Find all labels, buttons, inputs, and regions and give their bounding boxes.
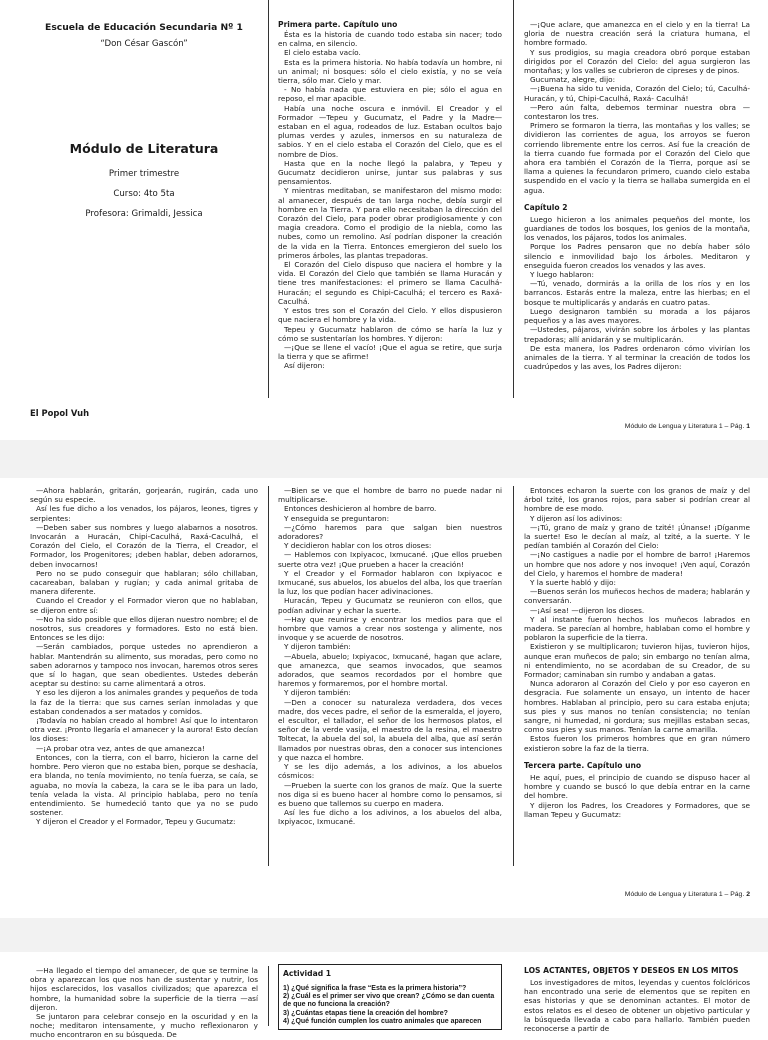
page-footer bbox=[625, 891, 750, 898]
section-heading: Capítulo 2 bbox=[524, 202, 568, 212]
paragraph: Cuando el Creador y el Formador vieron que no hablaban, se dijeron entre sí: bbox=[30, 596, 258, 615]
paragraph: Y decidieron hablar con los otros dioses: bbox=[284, 541, 432, 551]
column-3 bbox=[524, 486, 750, 918]
paragraph: —¡Así sea! —dijeron los dioses. bbox=[530, 605, 645, 615]
column-1 bbox=[30, 486, 258, 918]
column-divider bbox=[268, 0, 269, 398]
column-2 bbox=[278, 20, 502, 440]
section-heading: LOS ACTANTES, OBJETOS Y DESEOS EN LOS MITOS bbox=[524, 966, 739, 975]
question-item: 3) ¿Cuántas etapas tiene la creación del hombre? bbox=[283, 1009, 448, 1017]
paragraph: —¡Tú, grano de maíz y grano de tzité! ¡Únanse! ¡Díganme la suerte! Eso le decían al maíz, al tzité, a la suerte. Y le pedían también al Corazón del Cielo: bbox=[524, 522, 750, 551]
paragraph: Huracán, Tepeu y Gucumatz se reunieron con ellos, que podían adivinar y echar la suerte. bbox=[278, 596, 502, 615]
paragraph: —Ahora hablarán, gritarán, gorjearán, rugirán, cada uno según su especie. bbox=[30, 486, 258, 505]
paragraph: Y luego hablaron: bbox=[530, 270, 594, 280]
paragraph: Se juntaron para celebrar consejo en la oscuridad y en la noche; meditaron intensamente, y mucho reflexionaron y mucho encontraron en su búsqueda. De bbox=[30, 1012, 258, 1040]
paragraph: - No había nada que estuviera en pie; sólo el agua en reposo, el mar apacible. bbox=[278, 85, 502, 104]
paragraph: —Ustedes, pájaros, vivirán sobre los árboles y las plantas trepadoras; allí anidarán y se multiplicarán. bbox=[524, 325, 750, 344]
text-block bbox=[278, 30, 502, 371]
paragraph: —Tú, venado, dormirás a la orilla de los ríos y en los barrancos. Estarás entre la maleza, entre las hierbas; en el bosque te multiplicarás y andarás en cuatro patas. bbox=[524, 279, 750, 307]
section-heading: Tercera parte. Capítulo uno bbox=[524, 760, 642, 770]
paragraph: Y la suerte habló y dijo: bbox=[530, 578, 616, 588]
paragraph: Pero no se pudo conseguir que hablaran; sólo chillaban, cacareaban, balaban y rugían; y cada animal gritaba de manera diferente. bbox=[30, 568, 258, 597]
page-gap bbox=[0, 440, 768, 478]
paragraph: Y sus prodigios, su magia creadora obró porque estaban dirigidos por el Corazón del Cielo: del agua surgieron las montañas; y los valles se cubrieron de cipreses y de pinos. bbox=[524, 47, 750, 76]
question-item: 4) ¿Qué función cumplen los cuatro animales que aparecen bbox=[283, 1017, 482, 1025]
column-divider bbox=[513, 0, 514, 398]
paragraph: Luego hicieron a los animales pequeños del monte, los guardianes de todos los bosques, los genios de la montaña, los venados, los pájaros, todos los animales. bbox=[524, 214, 750, 243]
section-heading: Primera parte. Capítulo uno bbox=[278, 20, 398, 29]
paragraph: Existieron y se multiplicaron; tuvieron hijas, tuvieron hijos, aunque eran muñecos de palo; sin embargo no tenían alma, ni entendimiento, no se acordaban de su Creador, de su Formador; caminaban sin rumbo y andaban a gatas. bbox=[524, 642, 750, 680]
text-block bbox=[278, 486, 502, 827]
paragraph: Y estos tres son el Corazón del Cielo. Y ellos dispusieron que naciera el hombre y la vida. bbox=[278, 306, 502, 325]
paragraph: Y enseguida se preguntaron: bbox=[284, 513, 390, 523]
paragraph: Así les fue dicho a los adivinos, a los abuelos del alba, Ixpiyacoc, Ixmucané. bbox=[278, 808, 502, 827]
paragraph: Porque los Padres pensaron que no debía haber sólo silencio e inmovilidad bajo los árboles. Meditaron y enseguida fueron creados los venados y las aves. bbox=[524, 242, 750, 270]
page-gap bbox=[0, 918, 768, 952]
school-motto: “Don César Gascón” bbox=[100, 39, 188, 49]
paragraph: Gucumatz, alegre, dijo: bbox=[530, 75, 616, 85]
paragraph: Y al instante fueron hechos los muñecos labrados en madera. Se parecían al hombre, hablaban como el hombre y poblaron la superficie de la tierra. bbox=[524, 614, 750, 643]
paragraph: Y dijeron también: bbox=[284, 642, 351, 652]
paragraph: —Prueben la suerte con los granos de maíz. Que la suerte nos diga si es bueno hacer al hombre como lo pensamos, si es bueno que tallemos su cuerpo en madera. bbox=[278, 780, 502, 808]
text-block bbox=[524, 773, 750, 819]
page-2 bbox=[0, 478, 768, 918]
paragraph: Tepeu y Gucumatz hablaron de cómo se haría la luz y cómo se sustentarían los hombres. Y dijeron: bbox=[278, 324, 502, 343]
text-block bbox=[524, 486, 750, 753]
term-label: Primer trimestre bbox=[108, 169, 180, 179]
paragraph: —Abuela, abuelo; Ixpiyacoc, Ixmucané, hagan que aclare, que amanezca, que seamos invocados, que seamos adorados, que seamos recordados por el hombre que haremos y formaremos, por el hombre mortal. bbox=[278, 651, 502, 689]
paragraph: —Den a conocer su naturaleza verdadera, dos veces madre, dos veces padre, el señor de la esmeralda, el joyero, el escultor, el tallador, el señor de los hermosos platos, el señor de la verde vasija, el maestro de la resina, el maestro Toltecat, la abuela del sol, la abuela del alba, que así serán llamados por nuestras obras, den a conocer sus intenciones y que nazca el hombre. bbox=[278, 697, 502, 762]
text-block bbox=[30, 966, 258, 1040]
paragraph: Nunca adoraron al Corazón del Cielo y por eso cayeron en desgracia. Fue solamente un ensayo, un intento de hacer hombres. Hablaban al principio, pero su cara estaba enjuta; sus pies y sus manos no tenían consistencia; no tenían sangre, ni humedad, ni gordura; sus mejillas estaban secas, como sus pies y sus manos. Tenían la carne amarilla. bbox=[524, 679, 750, 735]
question-list bbox=[283, 985, 497, 1026]
cover-column bbox=[30, 0, 258, 440]
paragraph: —Deben saber sus nombres y luego alabarnos a nosotros. Invocarán a Huracán, Chipi-Caculhá, Raxá-Caculhá, el Corazón del Cielo, el Corazón de la Tierra, el Creador, el Formador, los Progenitores; ¡deben hablar, deben adorarnos, deben invocarnos! bbox=[30, 522, 258, 569]
paragraph: —¿Cómo haremos para que salgan bien nuestros adoradores? bbox=[278, 522, 502, 542]
paragraph: Estos fueron los primeros hombres que en gran número existieron sobre la faz de la tierra. bbox=[524, 734, 750, 753]
activity-box bbox=[278, 964, 502, 1030]
paragraph: —No ha sido posible que ellos dijeran nuestro nombre; el de nosotros, sus creadores y formadores. Esto no está bien. Entonces se les dijo: bbox=[30, 614, 258, 643]
paragraph: Y el Creador y el Formador hablaron con Ixpiyacoc e Ixmucané, sus abuelos, los abuelos del alba, los que traerían la luz, los que podían hacer adivinaciones. bbox=[278, 568, 502, 597]
paragraph: —Pero aún falta, debemos terminar nuestra obra —contestaron los tres. bbox=[524, 102, 750, 122]
paragraph: Luego designaron también su morada a los pájaros pequeños y a las aves mayores. bbox=[524, 306, 750, 326]
paragraph: —Buenos serán los muñecos hechos de madera; hablarán y conversarán. bbox=[524, 587, 750, 606]
column-3 bbox=[524, 966, 750, 1034]
teacher-label: Profesora: Grimaldi, Jessica bbox=[85, 209, 203, 219]
paragraph: —Ha llegado el tiempo del amanecer, de que se termine la obra y aparezcan los que nos han de sustentar y nutrir, los hijos esclarecidos, los vasallos civilizados; que aparezca el hombre, la humanidad sobre la superficie de la tierra —así dijeron. bbox=[30, 966, 258, 1012]
paragraph: Así dijeron: bbox=[284, 361, 325, 371]
column-2 bbox=[278, 952, 502, 1024]
paragraph: Había una noche oscura e inmóvil. El Creador y el Formador —Tepeu y Gucumatz, el Padre y la Madre— estaban en el agua, rodeados de luz. Estaban ocultos bajo plumas verdes y azules, inmersos en su naturaleza de sabios. Y en el cielo estaba el Corazón del Cielo, que es el nombre de Dios. bbox=[278, 103, 502, 159]
text-block bbox=[524, 215, 750, 371]
paragraph: Entonces deshicieron al hombre de barro. bbox=[284, 504, 437, 514]
module-title: Módulo de Literatura bbox=[69, 141, 219, 156]
question-item: 2) ¿Cuál es el primer ser vivo que crean? ¿Cómo se dan cuenta de que no funciona la creación? bbox=[283, 993, 495, 1009]
paragraph: He aquí, pues, el principio de cuando se dispuso hacer al hombre y cuando se buscó lo que debía entrar en la carne del hombre. bbox=[524, 772, 750, 801]
paragraph: Y dijeron el Creador y el Formador, Tepeu y Gucumatz: bbox=[36, 817, 236, 827]
paragraph: —¡A probar otra vez, antes de que amanezca! bbox=[36, 743, 205, 753]
paragraph: —Serán cambiados, porque ustedes no aprendieron a hablar. Mantendrán su alimento, sus moradas, pero como no saben adorarnos y tampoco nos invocan, haremos otros seres que sí lo hagan, que sean obedientes. Ustedes deberán aceptar su destino: su carne alimentará a otros. bbox=[30, 642, 258, 689]
paragraph: Ésta es la historia de cuando todo estaba sin nacer; todo en calma, en silencio. bbox=[278, 30, 502, 49]
paragraph: ¡Todavía no habían creado al hombre! Así que lo intentaron otra vez. ¡Pronto llegaría el amanecer y la aurora! Esto decían los dioses: bbox=[30, 716, 258, 744]
column-2 bbox=[278, 486, 502, 918]
paragraph: Esta es la primera historia. No había todavía un hombre, ni un animal; ni bosques: sólo el cielo existía, y no se veía tierra, sólo mar. Cielo y mar. bbox=[278, 57, 502, 86]
paragraph: —¡Buena ha sido tu venida, Corazón del Cielo; tú, Caculhá-Huracán, y tú, Chipi-Caculhá, Raxá- Caculhá! bbox=[524, 84, 750, 103]
page-footer bbox=[625, 423, 750, 430]
question-item: 1) ¿Qué significa la frase “Esta es la primera historia”? bbox=[283, 985, 467, 992]
paragraph: El cielo estaba vacío. bbox=[284, 48, 361, 58]
paragraph: Y mientras meditaban, se manifestaron del mismo modo: al amanecer, después de tan larga noche, debía surgir el hombre en la Tierra. Y para ello necesitaban la dirección del Corazón del Cielo, para poder obrar prodigiosamente y con magia creadora. Como el prodigio de la niebla, como las nubes, como un remolino. Así podrían disponer la creación de la vida en la Tierra. Entonces emergieron del suelo los primeros árboles, las plantas trepadoras. bbox=[278, 186, 502, 260]
course-label: Curso: 4to 5ta bbox=[113, 189, 175, 199]
school-name: Escuela de Educación Secundaria Nº 1 bbox=[45, 22, 243, 33]
paragraph: —¡No castigues a nadie por el hombre de barro! ¡Haremos un hombre que nos adore y nos invoque! ¡Ven aquí, Corazón del Cielo, y haremos el hombre de madera! bbox=[524, 550, 750, 578]
paragraph: Y se les dijo además, a los adivinos, a los abuelos cósmicos: bbox=[278, 762, 502, 781]
column-3 bbox=[524, 20, 750, 440]
paragraph: Y dijeron los Padres, los Creadores y Formadores, que se llaman Tepeu y Gucumatz: bbox=[524, 800, 750, 819]
paragraph: Los investigadores de mitos, leyendas y cuentos folclóricos han encontrado una serie de elementos que se repiten en esas historias y que se denominan actantes. El motor de estos relatos es el deseo de obtener un objetivo particular y la búsqueda llevada a cabo para hallarlo. También pueden reconocerse a partir de bbox=[524, 978, 750, 1034]
page-1 bbox=[0, 0, 768, 440]
paragraph: De esta manera, los Padres ordenaron cómo vivirían los animales de la tierra. Y al terminar la creación de todos los cuadrúpedos y las aves, los Padres dijeron: bbox=[524, 343, 750, 372]
paragraph: Entonces echaron la suerte con los granos de maíz y del árbol tzité, los granos rojos, para saber si podrían crear al hombre de ese modo. bbox=[524, 486, 750, 514]
paragraph: Y eso les dijeron a los animales grandes y pequeños de toda la faz de la tierra: que sus carnes serían inmoladas y que estaban condenados a ser matados y comidos. bbox=[30, 688, 258, 716]
paragraph: —¡Que aclare, que amanezca en el cielo y en la tierra! La gloria de nuestra creación será la criatura humana, el hombre formado. bbox=[524, 20, 750, 48]
footer-label: Módulo de Lengua y Literatura 1 – Pág. bbox=[624, 891, 745, 898]
paragraph: Entonces, con la tierra, con el barro, hicieron la carne del hombre. Pero vieron que no estaba bien, porque se deshacía, era blanda, no tenía movimiento, no tenía fuerza, se caía, se aguaba, no movía la cabeza, la cara se le iba para un lado, tenía velada la vista. Al principio hablaba, pero no tenía entendimiento. Se humedeció tanto que ya no se pudo sostener. bbox=[30, 752, 258, 818]
paragraph: Así les fue dicho a los venados, los pájaros, leones, tigres y serpientes: bbox=[30, 504, 258, 523]
paragraph: —¡Que se llene el vacío! ¡Que el agua se retire, que surja la tierra y que se afirme! bbox=[278, 342, 502, 362]
paragraph: Primero se formaron la tierra, las montañas y los valles; se dividieron las corrientes de agua, los arroyos se fueron corriendo libremente entre los cerros. Así fue la creación de la tierra cuando fue formada por el Corazón del Cielo que ahora era también el Corazón de la Tierra, porque así se llama a quienes la fecundaron primero, cuando cielo estaba suspendido en el vacío y la tierra se hallaba sumergida en el agua. bbox=[524, 121, 750, 195]
column-divider bbox=[513, 486, 514, 866]
paragraph: —Bien se ve que el hombre de barro no puede nadar ni multiplicarse. bbox=[278, 486, 502, 505]
book-title: El Popol Vuh bbox=[30, 408, 90, 418]
column-divider bbox=[268, 486, 269, 866]
footer-label: Módulo de Lengua y Literatura 1 – Pág. bbox=[624, 423, 745, 430]
paragraph: Hasta que en la noche llegó la palabra, y Tepeu y Gucumatz decidieron unirse, juntar sus palabras y sus pensamientos. bbox=[278, 158, 502, 187]
activity-title: Actividad 1 bbox=[283, 969, 332, 978]
text-block bbox=[524, 20, 750, 195]
text-block bbox=[524, 978, 750, 1033]
paragraph: Y dijeron así los adivinos: bbox=[530, 513, 623, 523]
paragraph: — Hablemos con Ixpiyacoc, Ixmucané. ¡Que ellos prueben suerte otra vez! ¡Que prueben a hacer la creación! bbox=[278, 550, 502, 569]
paragraph: Y dijeron también: bbox=[284, 688, 351, 698]
column-1 bbox=[30, 966, 258, 1040]
page-number: 2 bbox=[746, 891, 750, 898]
page-3 bbox=[0, 952, 768, 1040]
paragraph: El Corazón del Cielo dispuso que naciera el hombre y la vida. El Corazón del Cielo que también se llama Huracán y tiene tres manifestaciones: el primero se llama Caculhá-Huracán; el segundo es Chipi-Caculhá; el tercero es Raxá-Caculhá. bbox=[278, 260, 502, 306]
column-divider bbox=[268, 966, 269, 1026]
page-number: 1 bbox=[746, 423, 750, 430]
text-block bbox=[30, 486, 258, 827]
paragraph: —Hay que reunirse y encontrar los medios para que el hombre que vamos a crear nos sostenga y alimente, nos invoque y se acuerde de nosotros. bbox=[278, 614, 502, 643]
